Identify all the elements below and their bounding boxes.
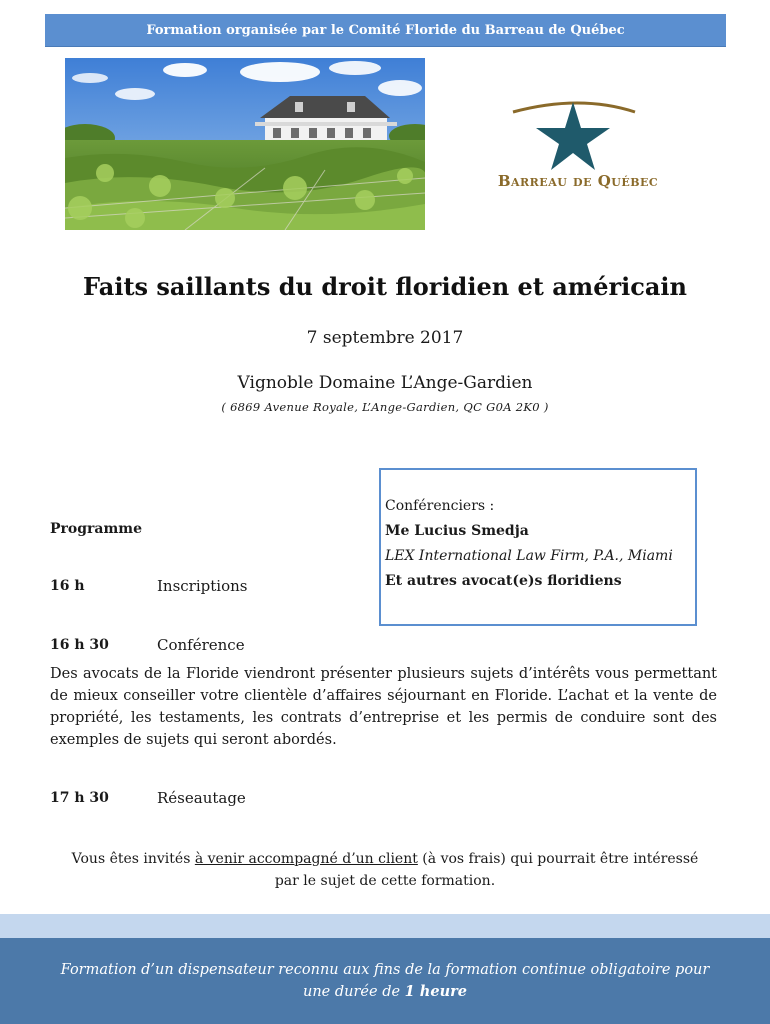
footer (0, 938, 770, 1024)
invite-note (60, 848, 710, 892)
top-banner (45, 14, 726, 47)
program-activity-3: Réseautage (157, 789, 246, 807)
barreau-logo-text: Barreau de Québec (497, 172, 659, 190)
star-icon (536, 102, 610, 170)
program-time-3: 17 h 30 (50, 790, 109, 806)
program-activity-2: Conférence (157, 636, 245, 654)
speaker-name: Me Lucius Smedja (385, 523, 529, 539)
program-description: Des avocats de la Floride viendront présenter plusieurs sujets d’intérêts vous permettant de mieux conseiller votre clientèle d’affaires séjournant en Floride. L’achat et la vente de propriété, les testaments, les contrats d’entreprise et les permis de conduire sont des exemples de sujets qui seront abordés. (50, 666, 717, 748)
footer-text: Formation d’un dispensateur reconnu aux fins de la formation continue obligatoire pour une durée de (60, 962, 710, 1000)
program-time-2: 16 h 30 (50, 637, 109, 653)
event-address: ( 6869 Avenue Royale, L’Ange-Gardien, QC G0A 2K0 ) (221, 400, 549, 414)
speakers-box (379, 468, 697, 626)
footer-band (0, 914, 770, 938)
program-time-1: 16 h (50, 578, 85, 594)
invite-after: (à vos frais) qui pourrait être intéressé par le sujet de cette formation. (274, 851, 699, 889)
speakers-heading: Conférenciers : (385, 498, 495, 514)
event-venue: Vignoble Domaine L’Ange-Gardien (237, 373, 533, 393)
invite-before: Vous êtes invités (71, 851, 195, 867)
invite-underlined: à venir accompagné d’un client (194, 851, 418, 867)
program-activity-1: Inscriptions (157, 577, 248, 595)
event-title: Faits saillants du droit floridien et américain (83, 272, 687, 301)
banner-text: Formation organisée par le Comité Floride du Barreau de Québec (146, 22, 625, 38)
speaker-firm: LEX International Law Firm, P.A., Miami (385, 548, 673, 564)
footer-duration: 1 heure (404, 983, 467, 1000)
speakers-others: Et autres avocat(e)s floridiens (385, 573, 622, 589)
program-label: Programme (50, 521, 143, 537)
event-date: 7 septembre 2017 (306, 328, 464, 348)
vineyard-house-photo (65, 58, 425, 230)
